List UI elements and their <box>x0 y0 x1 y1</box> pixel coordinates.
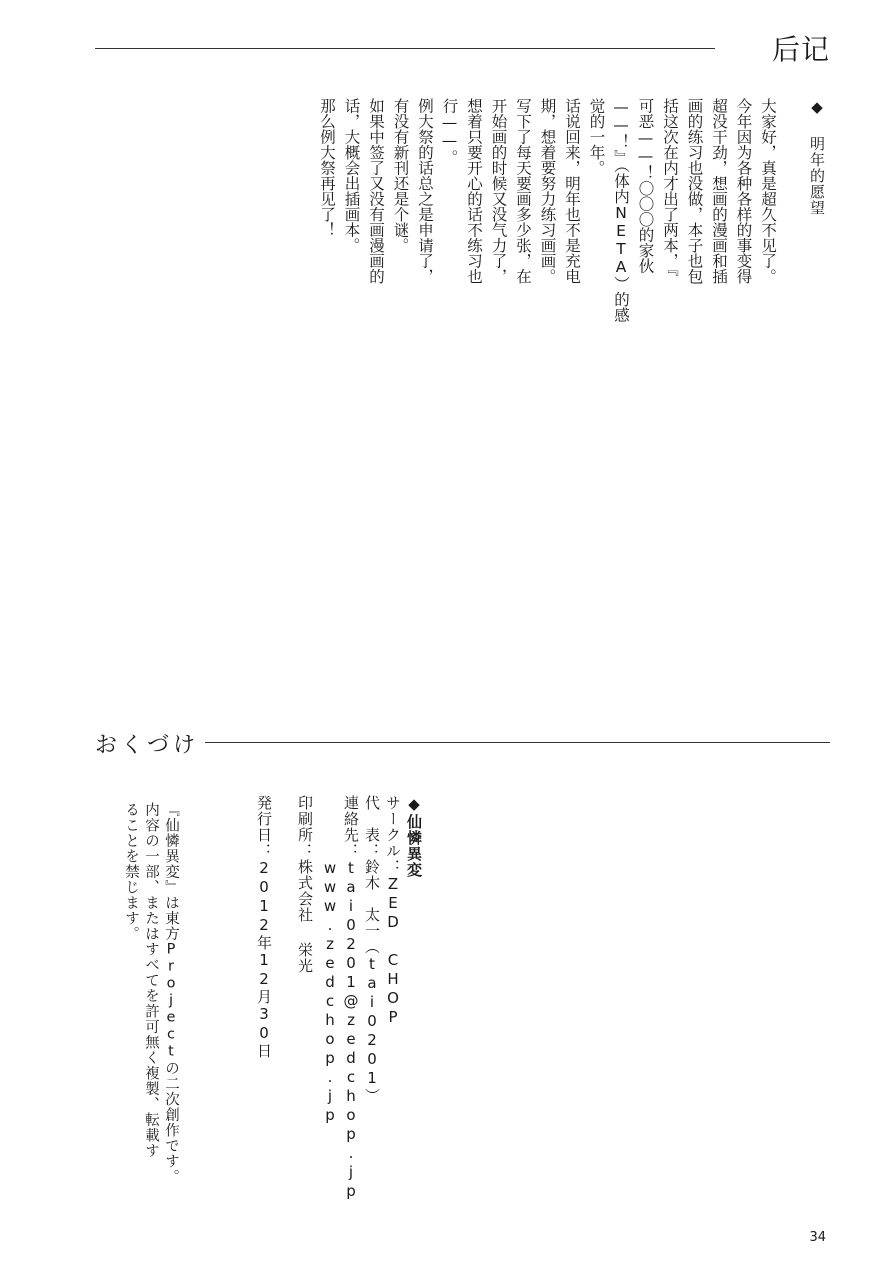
afterword-line: ——！』（体内NETA）的感 <box>612 98 630 323</box>
afterword-line: 有没有新刊还是个谜。 <box>391 98 410 253</box>
representative: 代 表：鈴木 太一（tai0201） <box>363 795 381 1104</box>
afterword-line: 画的练习也没做，本子也包 <box>685 98 704 284</box>
issue-date: 発行日：2012年12月30日 <box>255 795 273 1059</box>
afterword-line: 觉的一年。 <box>587 98 606 176</box>
afterword-line: 行——。 <box>440 98 459 165</box>
afterword-line: 期，想着要努力练习画画。 <box>538 98 557 284</box>
notice-line: 内容の一部、またはすべてを許可無く複製、転載す <box>143 802 159 1159</box>
afterword-line: 想着只要开心的话不练习也 <box>465 98 483 284</box>
afterword-line: 话说回来，明年也不是充电 <box>563 98 581 284</box>
afterword-heading: ◆ 明年的愿望 <box>808 98 826 216</box>
afterword-line: 写下了每天要画多少张，在 <box>514 98 532 284</box>
colophon-divider <box>205 742 830 743</box>
afterword-line: 例大祭的话总之是申请了， <box>416 98 434 284</box>
book-title: ◆仙憐異変 <box>405 795 423 878</box>
afterword-line: 今年因为各种各样的事变得 <box>734 98 753 284</box>
afterword-line: 可恶——！〇〇〇的家伙 <box>636 98 655 274</box>
afterword-title: 后记 <box>771 33 830 66</box>
afterword-body <box>315 98 781 322</box>
afterword-line: 括这次在内才出了两本，『 <box>661 98 679 277</box>
copyright-notice <box>121 802 181 1185</box>
notice-line: 『仙憐異変』は東方Projectの二次創作です。 <box>163 802 179 1185</box>
afterword-line: 大家好，真是超久不见了。 <box>759 98 777 284</box>
contact-web <box>319 795 340 1201</box>
notice-line: ることを禁じます。 <box>123 802 139 942</box>
contact-label: 連絡先： <box>342 795 360 859</box>
afterword-line: 那么例大祭再见了！ <box>318 98 336 238</box>
afterword-line: 开始画的时候又没气力了， <box>489 98 508 284</box>
contact-line <box>340 795 361 1201</box>
circle-name: サークル：ZED CHOP <box>384 795 402 1027</box>
afterword-line: 如果中签了又没有画漫画的 <box>367 98 385 284</box>
colophon-info <box>253 795 424 1201</box>
page-number: 34 <box>809 1230 826 1245</box>
afterword-line: 话，大概会出插画本。 <box>342 98 361 253</box>
contact-web-text: www.zedchop.jp <box>321 859 339 1125</box>
colophon-title: おくづけ <box>95 733 200 758</box>
afterword-divider <box>95 48 715 49</box>
afterword-line: 超没干劲，想画的漫画和插 <box>710 98 728 284</box>
contact-email: tai0201@zedchop.jp <box>342 859 360 1201</box>
printer: 印刷所：株式会社 栄光 <box>296 795 314 974</box>
